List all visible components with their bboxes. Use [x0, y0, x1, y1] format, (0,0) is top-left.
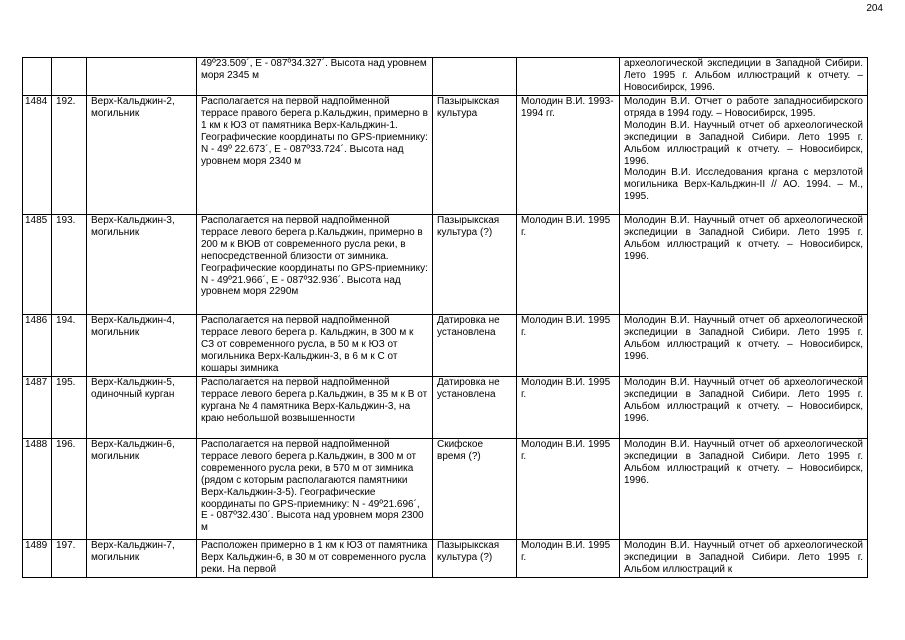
- source-entry: Молодин В.И. Отчет о работе западносибирского отряда в 1994 году. – Новосибирск, 1995.: [624, 96, 863, 119]
- cell-culture: Пазырыкская культура: [433, 96, 517, 215]
- cell-location: Расположен примерно в 1 км к ЮЗ от памятника Верх Кальджин-6, в 30 м от современного русла реки. На первой: [197, 540, 433, 578]
- cell-record-number: 1486: [23, 315, 52, 377]
- table-row: [23, 58, 868, 96]
- cell-culture: [433, 58, 517, 96]
- cell-researcher: Молодин В.И. 1995 г.: [517, 439, 620, 540]
- cell-location: Располагается на первой надпойменной террасе правого берега р.Кальджин, примерно в 1 км к ЮЗ от памятника Верх-Кальджин-1. Географические координаты по GPS-приемнику: N - 49º 22.673´, E - 087º33.724´. Высота над уровнем моря 2340 м: [197, 96, 433, 215]
- cell-culture: Пазырыкская культура (?): [433, 540, 517, 578]
- cell-item-index: [52, 58, 87, 96]
- cell-researcher: Молодин В.И. 1995 г.: [517, 315, 620, 377]
- cell-culture: Скифское время (?): [433, 439, 517, 540]
- monuments-table: [22, 57, 868, 578]
- cell-location: 49º23.509´, E - 087º34.327´. Высота над уровнем моря 2345 м: [197, 58, 433, 96]
- cell-researcher: Молодин В.И. 1995 г.: [517, 377, 620, 439]
- cell-culture: Датировка не установлена: [433, 377, 517, 439]
- cell-record-number: [23, 58, 52, 96]
- cell-sources: [620, 439, 868, 540]
- table-row: [23, 215, 868, 315]
- cell-record-number: 1487: [23, 377, 52, 439]
- cell-monument-name: Верх-Кальджин-2, могильник: [87, 96, 197, 215]
- cell-researcher: [517, 58, 620, 96]
- source-entry: археологической экспедиции в Западной Сибири. Лето 1995 г. Альбом иллюстраций к отчету. – Новосибирск, 1996.: [624, 58, 863, 93]
- cell-item-index: 192.: [52, 96, 87, 215]
- cell-monument-name: Верх-Кальджин-3, могильник: [87, 215, 197, 315]
- cell-location: Располагается на первой надпойменной террасе левого берега р. Кальджин, в 300 м к СЗ от современного русла, в 50 м к ЮЗ от могильника Верх-Кальджин-3, в 6 м к С от кошары зимника: [197, 315, 433, 377]
- source-entry: Молодин В.И. Научный отчет об археологической экспедиции в Западной Сибири. Лето 1995 г. Альбом иллюстраций к отчету. – Новосибирск, 1996.: [624, 377, 863, 424]
- cell-sources: [620, 315, 868, 377]
- table-row: [23, 315, 868, 377]
- cell-sources: [620, 96, 868, 215]
- cell-record-number: 1489: [23, 540, 52, 578]
- cell-monument-name: Верх-Кальджин-6, могильник: [87, 439, 197, 540]
- page-number: 204: [866, 3, 883, 14]
- cell-culture: Датировка не установлена: [433, 315, 517, 377]
- cell-sources: [620, 377, 868, 439]
- cell-item-index: 193.: [52, 215, 87, 315]
- cell-researcher: Молодин В.И. 1995 г.: [517, 540, 620, 578]
- cell-location: Располагается на первой надпойменной террасе левого берега р.Кальджин, в 35 м к В от кургана № 4 памятника Верх-Кальджин-3, на краю небольшой возвышенности: [197, 377, 433, 439]
- cell-sources: [620, 540, 868, 578]
- cell-monument-name: Верх-Кальджин-7, могильник: [87, 540, 197, 578]
- cell-sources: [620, 215, 868, 315]
- source-entry: Молодин В.И. Научный отчет об археологической экспедиции в Западной Сибири. Лето 1995 г. Альбом иллюстраций к отчету. – Новосибирск, 1996.: [624, 119, 863, 167]
- cell-item-index: 194.: [52, 315, 87, 377]
- cell-sources: [620, 58, 868, 96]
- cell-monument-name: Верх-Кальджин-5, одиночный курган: [87, 377, 197, 439]
- source-entry: Молодин В.И. Научный отчет об археологической экспедиции в Западной Сибири. Лето 1995 г. Альбом иллюстраций к: [624, 540, 863, 575]
- cell-monument-name: Верх-Кальджин-4, могильник: [87, 315, 197, 377]
- cell-record-number: 1485: [23, 215, 52, 315]
- cell-item-index: 196.: [52, 439, 87, 540]
- source-entry: Молодин В.И. Научный отчет об археологической экспедиции в Западной Сибири. Лето 1995 г. Альбом иллюстраций к отчету. – Новосибирск, 1996.: [624, 439, 863, 486]
- source-entry: Молодин В.И. Исследования кргана с мерзлотой могильника Верх-Кальджин-II // АО. 1994. – М., 1995.: [624, 167, 863, 203]
- cell-researcher: Молодин В.И. 1995 г.: [517, 215, 620, 315]
- table-row: [23, 96, 868, 215]
- table-row: [23, 439, 868, 540]
- source-entry: Молодин В.И. Научный отчет об археологической экспедиции в Западной Сибири. Лето 1995 г. Альбом иллюстраций к отчету. – Новосибирск, 1996.: [624, 315, 863, 362]
- cell-monument-name: [87, 58, 197, 96]
- cell-researcher: Молодин В.И. 1993-1994 гг.: [517, 96, 620, 215]
- table-row: [23, 540, 868, 578]
- source-entry: Молодин В.И. Научный отчет об археологической экспедиции в Западной Сибири. Лето 1995 г. Альбом иллюстраций к отчету. – Новосибирск, 1996.: [624, 215, 863, 262]
- cell-culture: Пазырыкская культура (?): [433, 215, 517, 315]
- cell-record-number: 1488: [23, 439, 52, 540]
- cell-item-index: 195.: [52, 377, 87, 439]
- cell-record-number: 1484: [23, 96, 52, 215]
- cell-location: Располагается на первой надпойменной террасе левого берега р.Кальджин, примерно в 200 м к ВЮВ от современного русла реки, в непосредственной близости от зимника. Географические координаты по GPS-приемнику: N - 49º21.966´, E - 087º32.936´. Высота над уровнем моря 2290м: [197, 215, 433, 315]
- cell-item-index: 197.: [52, 540, 87, 578]
- cell-location: Располагается на первой надпойменной террасе левого берега р.Кальджин, в 300 м от современного русла реки, в 570 м от зимника (рядом с которым располагаются памятники Верх-Кальджин-3-5). Географические координаты по GPS-приемнику: N - 49º21.696´, E - 087º32.430´. Высота над уровнем моря 2300 м: [197, 439, 433, 540]
- table-row: [23, 377, 868, 439]
